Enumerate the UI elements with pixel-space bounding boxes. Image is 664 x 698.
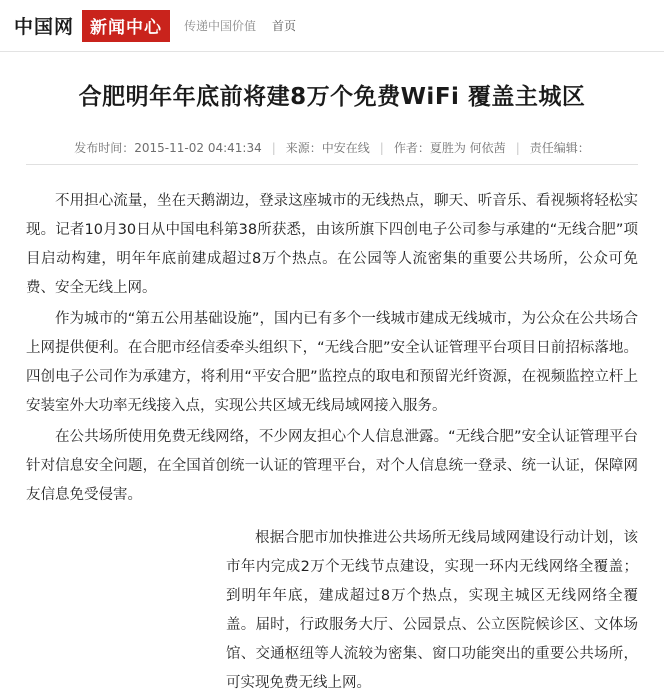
author-value: 夏胜为 何依茜	[429, 141, 506, 156]
editor-label: 责任编辑：	[529, 141, 590, 156]
publish-time-label: 发布时间：	[74, 141, 135, 156]
meta-divider-3: |	[515, 140, 520, 155]
source-value[interactable]: 中安在线	[321, 141, 370, 156]
nav-link-home[interactable]: 首页	[272, 19, 297, 33]
article-paragraph: 在公共场所使用免费无线网络，不少网友担心个人信息泄露。“无线合肥”安全认证管理平台针对信息安全问题，在全国首创统一认证的管理平台，对个人信息统一登录、统一认证，保障网友信息免受侵害。	[26, 429, 638, 504]
page-title: 合肥明年年底前将建8万个免费WiFi 覆盖主城区	[78, 84, 586, 110]
publish-time-value: 2015-11-02 04:41:34	[134, 140, 262, 155]
site-slogan: 传递中国价值	[184, 19, 257, 33]
channel-badge[interactable]: 新闻中心	[82, 10, 170, 42]
site-header	[0, 0, 664, 52]
source-label: 来源：	[285, 141, 322, 156]
meta-divider-1: |	[271, 140, 276, 155]
meta-divider-2: |	[379, 140, 384, 155]
author-label: 作者：	[393, 141, 430, 156]
article-paragraph: 作为城市的“第五公用基础设施”，国内已有多个一线城市建成无线城市，为公众在公共场合上网提供便利。在合肥市经信委牵头组织下，“无线合肥”安全认证管理平台项目日前招标落地。四创电子公司作为承建方，将利用“平安合肥”监控点的取电和预留光纤资源，在视频监控立杆上安装室外大功率无线接入点，实现公共区域无线局域网接入服务。	[26, 311, 638, 415]
article-paragraph: 不用担心流量，坐在天鹅湖边，登录这座城市的无线热点，聊天、听音乐、看视频将轻松实现。记者10月30日从中国电科第38所获悉，由该所旗下四创电子公司参与承建的“无线合肥”项目启动构建，明年年底前建成超过8万个热点。在公园等人流密集的重要公共场所，公众可免费、安全无线上网。	[26, 193, 638, 297]
article-body	[26, 187, 638, 698]
article-meta	[26, 139, 638, 165]
article	[0, 82, 664, 698]
site-logo[interactable]: 中国网	[14, 16, 75, 38]
article-paragraph-indented: 根据合肥市加快推进公共场所无线局域网建设行动计划，该市年内完成2万个无线节点建设，实现一环内无线网络全覆盖；到明年年底，建成超过8万个热点，实现主城区无线网络全覆盖。届时，行政服务大厅、公园景点、公立医院候诊区、文体场馆、交通枢纽等人流较为密集、窗口功能突出的重要公共场所，可实现免费无线上网。	[226, 530, 638, 692]
